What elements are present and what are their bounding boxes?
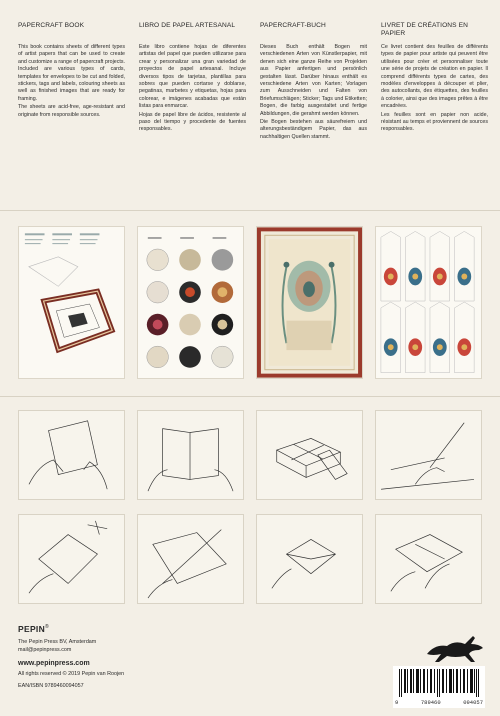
instruction-steps-row-2: [18, 514, 483, 604]
brand-name: PEPIN: [18, 624, 46, 634]
divider: [0, 396, 500, 397]
barcode-number: [395, 699, 483, 706]
barcode-digit-first: 9: [395, 699, 399, 706]
hare-logo-icon: [425, 632, 485, 664]
column-french: [381, 22, 488, 142]
sample-stickers-sheet: [137, 226, 244, 379]
barcode: [393, 666, 485, 708]
column-paragraph: Die Bogen bestehen aus säurefreiem und alterungsbeständigem Papier, das aus nachhaltigen Quellen stammt.: [260, 119, 367, 140]
column-spanish: [139, 22, 246, 142]
step-open-card: [137, 410, 244, 500]
publisher-brand: [18, 624, 488, 634]
website-link[interactable]: www.pepinpress.com: [18, 660, 90, 667]
column-title: PAPERCRAFT BOOK: [18, 22, 85, 29]
step-tie-package: [256, 410, 363, 500]
sample-framed-image: [256, 226, 363, 379]
column-title: LIBRO DE PAPEL ARTESANAL: [139, 22, 236, 29]
barcode-digits-last: 094057: [463, 699, 483, 706]
email-address[interactable]: mail@pepinpress.com: [18, 647, 72, 653]
step-fold-card: [18, 410, 125, 500]
column-paragraph: The sheets are acid-free, age-resistant and originate from responsible sources.: [18, 104, 125, 118]
barcode-digits-mid: 789460: [420, 699, 441, 706]
column-english: [18, 22, 125, 142]
step-fold-envelope: [256, 514, 363, 604]
column-paragraph: Este libro contiene hojas de diferentes artistas del papel que pueden utilizarse para crear y personalizar una gran variedad de proyectos de papel artesanal. Incluye diversos tipos de tarjetas, plantillas para sobres que pueden cortarse y doblarse, pegatinas, marbetes y etiquetas, hojas para colorear, e imágenes acabadas que están listas para enmarcar.: [139, 44, 246, 110]
sample-sheets: [18, 226, 483, 379]
step-cut-envelope: [18, 514, 125, 604]
column-paragraph: Les feuilles sont en papier non acide, résistant au temps et proviennent de sources responsables.: [381, 111, 488, 133]
copyright-notice: All rights reserved © 2019 Pepin van Roojen: [18, 671, 125, 677]
divider: [0, 210, 500, 211]
column-paragraph: Ce livret contient des feuilles de différents types de papier pour artiste qui peuvent être utilisées pour créer et personnaliser toute une série de projets de création en papier. Il comprend différents types de cartes, des modèles d'enveloppes à découper et plier, des autocollants, des étiquettes, des feuilles à colorier, ainsi que des images prêtes à être encadrées.: [381, 44, 488, 110]
company-name: The Pepin Press BV, Amsterdam: [18, 639, 97, 645]
column-german: [260, 22, 367, 142]
instruction-steps-row-1: [18, 410, 483, 500]
column-paragraph: Hojas de papel libre de ácidos, resistente al paso del tiempo y procedente de fuentes responsables.: [139, 111, 246, 133]
step-score-fold: [137, 514, 244, 604]
column-title: PAPERCRAFT-BUCH: [260, 22, 326, 29]
column-paragraph: This book contains sheets of different types of artist papers that can be used to create and customize a range of papercraft projects. Included are various types of cards, templates for envelopes to be cut and folded, stickers, tags and labels, colouring sheets as well as finished images that are ready for framing.: [18, 44, 125, 102]
sample-tags-sheet: [375, 226, 482, 379]
brand-registered-mark: ®: [45, 624, 49, 631]
description-columns: [18, 22, 488, 142]
column-paragraph: Dieses Buch enthält Bogen mit verschiedenen Arten von Künstlerpapier, mit denen sich eine ganze Reihe von Projekten aus Papier anfertigen und persönlich gestalten lässt. Darüber hinaus enthält es verschiedene Arten von Karten; Vorlagen zum Ausschneiden und Falten von Briefumschlägen; Sticker; Tags und Etiketten; Bogen, die farbig ausgestaltet und fertige Abbildungen, die gerahmt werden können.: [260, 44, 367, 117]
barcode-bars-icon: [399, 669, 479, 697]
step-write-tag: [375, 410, 482, 500]
isbn-number: EAN/ISBN 9789460094057: [18, 682, 84, 689]
sample-envelope-sheet: [18, 226, 125, 379]
step-glue-envelope: [375, 514, 482, 604]
column-title: LIVRET DE CRÉATIONS EN PAPIER: [381, 22, 468, 37]
